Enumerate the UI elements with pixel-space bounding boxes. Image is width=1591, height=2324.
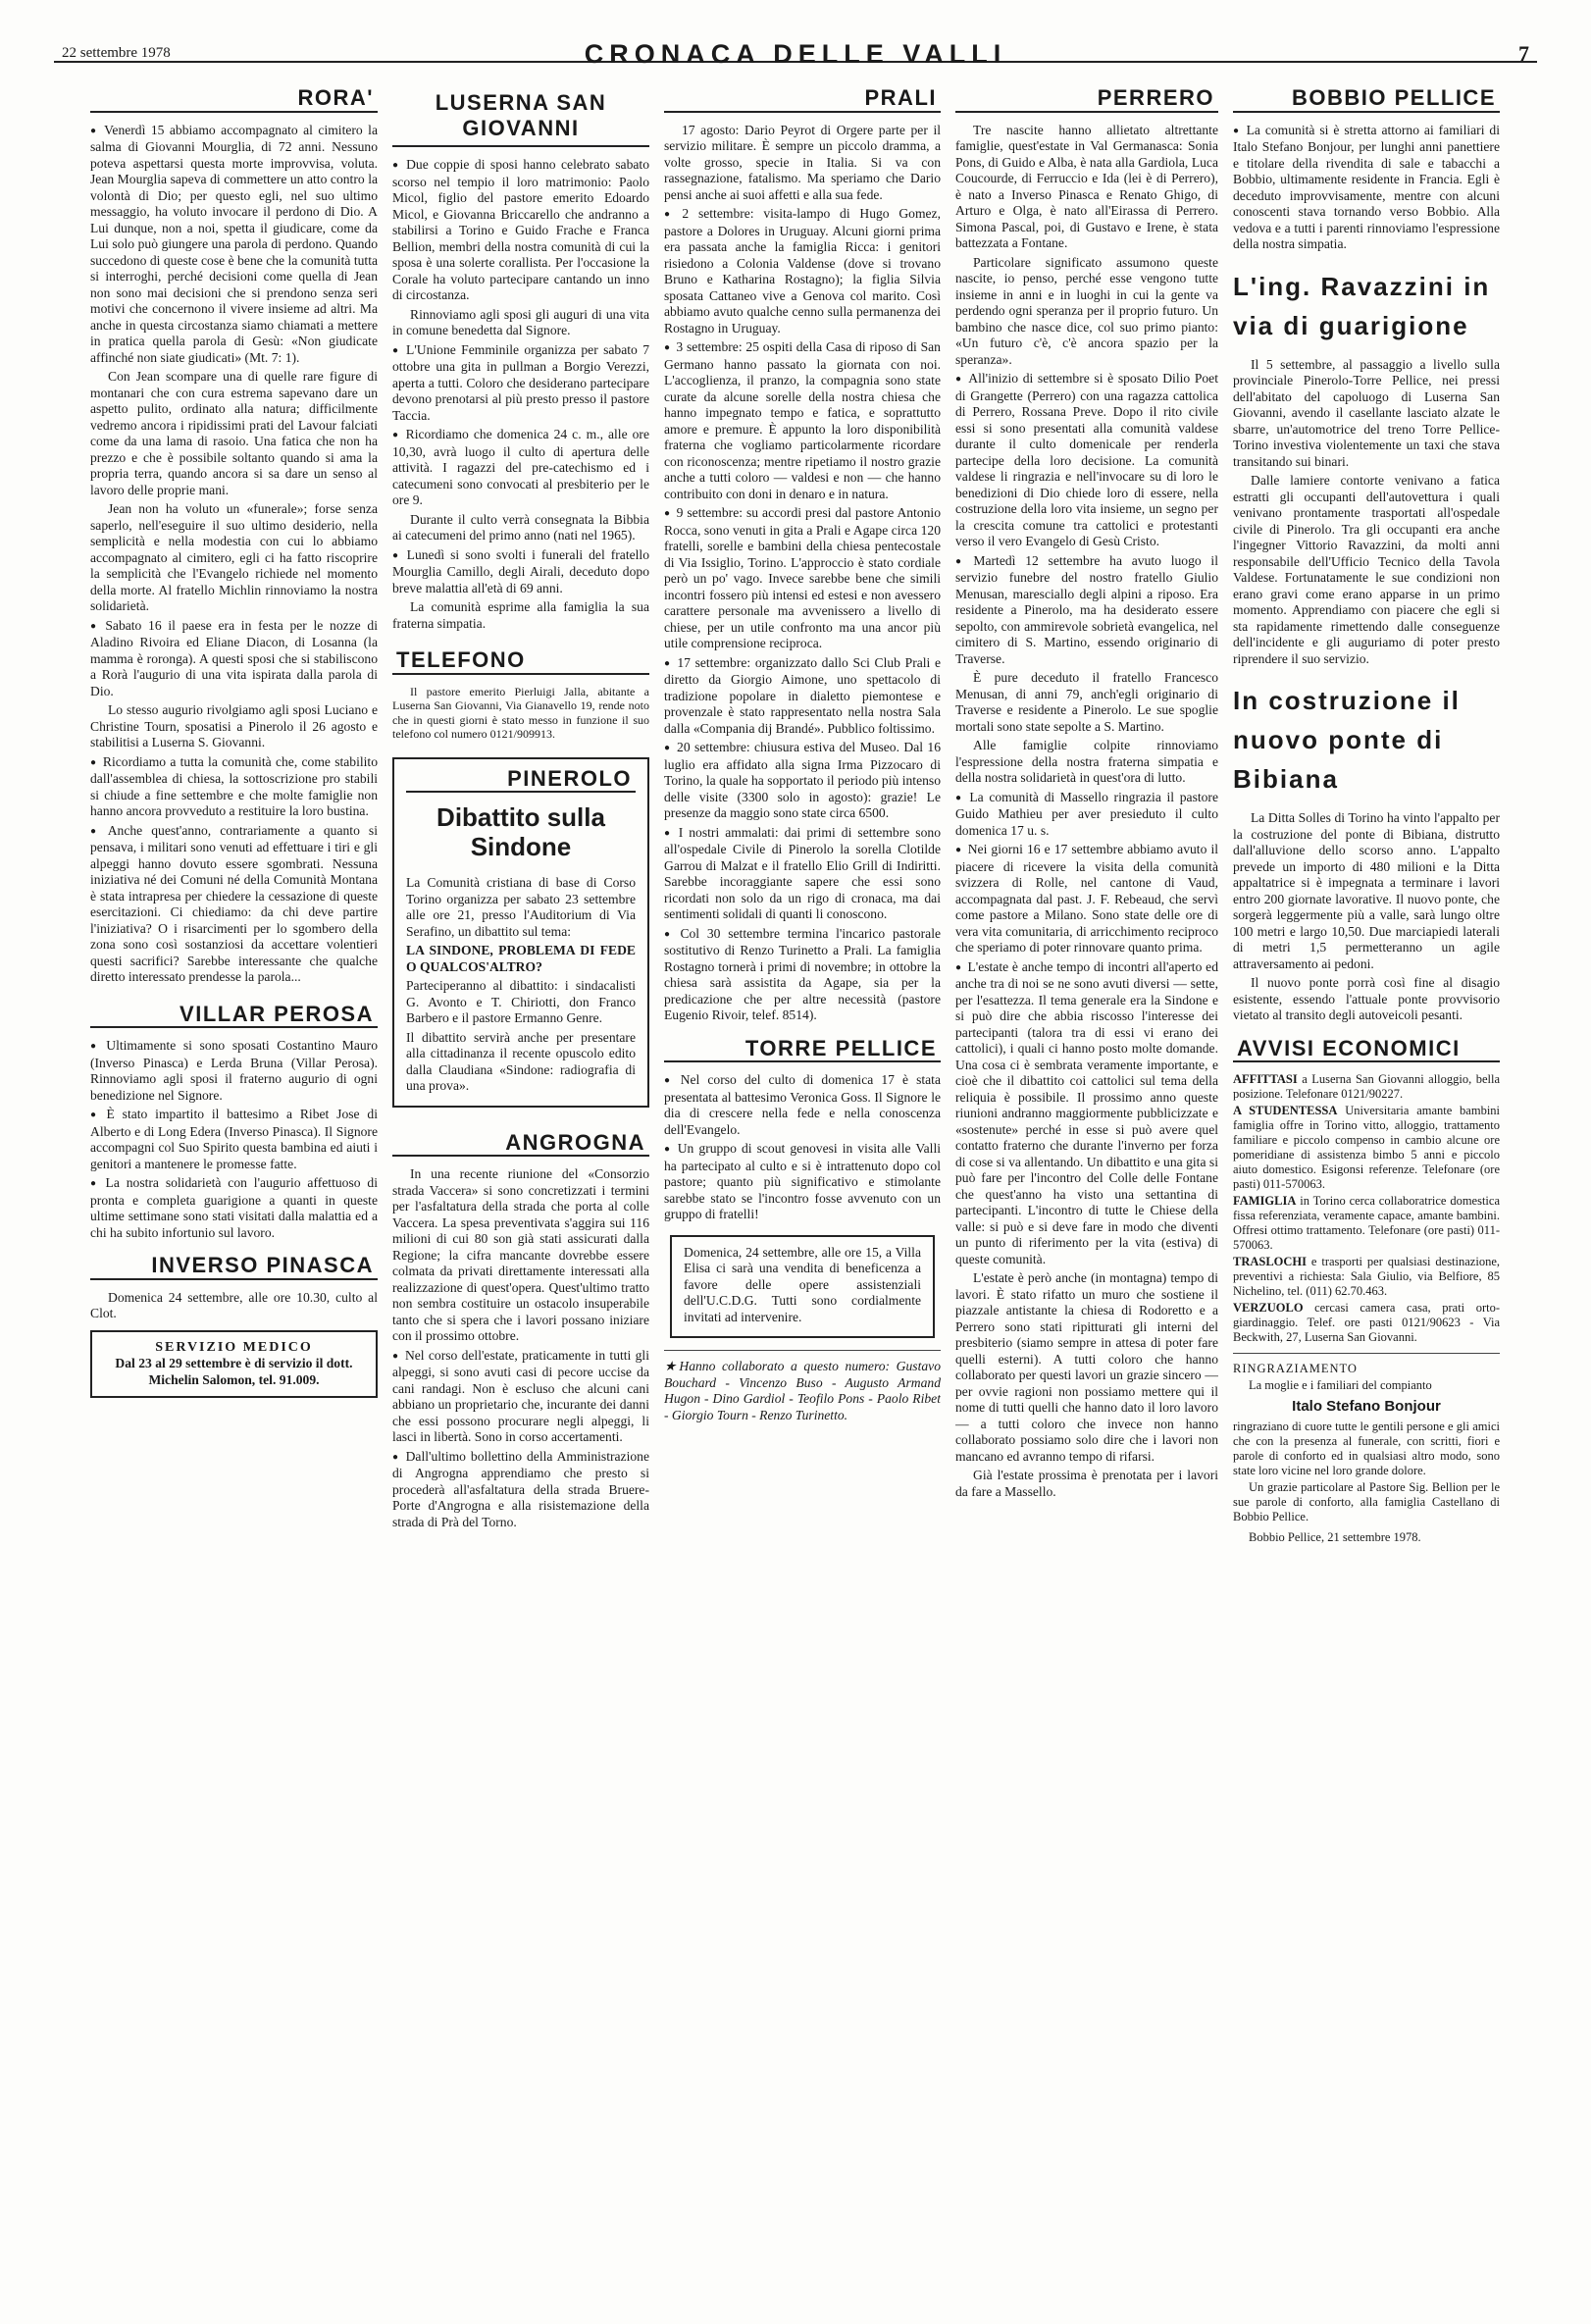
paragraph: ● 3 settembre: 25 ospiti della Casa di riposo di San Germano hanno passato la giornata con noi. L'accoglienza, il pranzo, la compagnia sono state curate da alcune sorelle della nostra chiesa che hanno impegnato tempo e fatica, e soprattutto amore e premure. È appunto la loro disponibilità fraterna che vogliamo particolarmente ricordare con riconoscenza; mentre ripetiamo il nostro grazie anche a tutti coloro — valdesi e non — che hanno contribuito con doni in denaro e in natura. — [664, 339, 941, 502]
paragraph: ● 9 settembre: su accordi presi dal pastore Antonio Rocca, sono venuti in gita a Prali e Agape circa 120 fratelli, sorelle e bambini della chiesa pentecostale di Via Issiglio, Torino. L'approccio è stato cordiale però un po' vago. Invece sarebbe bene che simili incontri fossero più intensi ed estesi e non avessero carattere personale ma avvenissero a livello di chiese, per un utile confronto ma una ancor più utile comprensione reciproca. — [664, 505, 941, 652]
heading-prali: PRALI — [664, 86, 941, 113]
paragraph: ● Lunedì si sono svolti i funerali del fratello Mourglia Camillo, degli Airali, deceduto dopo breve malattia all'età di 69 anni. — [392, 547, 649, 597]
paragraph: ● L'estate è anche tempo di incontri all'aperto ed anche tra di noi se ne sono avuti diversi — sette, per l'esattezza. Il tema generale era la Sindone e si può dire che abbia riscosso l'interesse dei partecipanti (talora tra di essi vi erano dei cattolici), i quali ci hanno posto molte domande. Una cosa ci è sembrata veramente importante, e cioè che il dibattito coi cattolici sul tema della reliquia è possibile. Il prossimo anno queste riunioni andranno maggiormente pubblicizzate e «sostenute» perché in esse si può avere quel contatto fraterno che durante l'inverno per forza di cose si va allentando. Un dibattito e una gita si può fare per l'incontro del Colle delle Fontane che quest'anno ha visto una settantina di partecipanti. L'incontro di tutte le Chiese della valle: si può e si deve fare in modo che diventi un punto di riferimento per la vita (estiva) di queste comunità. — [955, 959, 1218, 1268]
paragraph: L'estate è però anche (in montagna) tempo di lavori. È stato rifatto un muro che sostiene il piazzale antistante la chiesa di Rodoretto e a Perrero sono stati ripitturati gli interni del presbiterio (siamo sempre in attesa di poter fare quelli esterni). A tutti coloro che hanno collaborato per questi lavori un grazie sincero — per ovvie ragioni non possiamo mettere qui il nome di tutti quelli che hanno dato il loro lavoro — a tutti coloro che invece non hanno collaborato possiamo solo dire che i lavori non mancano ed avranno tempo di rifarsi. — [955, 1270, 1218, 1464]
paragraph: Particolare significato assumono queste nascite, io penso, perché esse vengono tutte insieme in anni e in luoghi in cui la gente va perdendo ogni speranza per il proprio futuro. Un bambino che nasce dice, col suo primo pianto: «Un futuro c'è, c'è ancora spazio per la speranza». — [955, 254, 1218, 367]
classified-ad: A STUDENTESSA Universitaria amante bambini famiglia offre in Torino vitto, alloggio, trattamento familiare e piccolo compenso in cambio alcune ore pomeridiane di assistenza bimbo 5 anni e piccolo aiuto domestico. Esigonsi referenze. Telefonare (ore pasti) 011-570063. — [1233, 1104, 1500, 1191]
ringraziamento-text: ringraziano di cuore tutte le gentili persone e gli amici che con la presenza al funerale, con scritti, fiori e parole di conforto ed in qualsiasi altro modo, sono state loro vicine nel loro grande dolore. — [1233, 1420, 1500, 1477]
heading-bobbio-pellice: BOBBIO PELLICE — [1233, 86, 1500, 113]
paragraph: Il dibattito servirà anche per presentare alla cittadinanza il recente opuscolo edito dalla Claudiana «Sindone: radiografia di una prova». — [406, 1029, 636, 1093]
paragraph: ● Martedì 12 settembre ha avuto luogo il servizio funebre del nostro fratello Giulio Menusan, maresciallo degli alpini a riposo. Era residente a Pinerolo, ma ha desiderato essere sepolto, con ammirevole sobrietà evangelica, nel cimitero di S. Martino, essendo originario di Traverse. — [955, 553, 1218, 668]
ringraziamento-name: Italo Stefano Bonjour — [1292, 1398, 1441, 1415]
classified-ad: FAMIGLIA in Torino cerca collaboratrice domestica fissa referenziata, veramente capace, amante bambini. Offresi ottimo trattamento. Telefonare (ore pasti) 011-570063. — [1233, 1194, 1500, 1252]
heading-rora: RORA' — [90, 86, 378, 113]
column-1 — [90, 86, 378, 2304]
paragraph: Già l'estate prossima è prenotata per i lavori da fare a Massello. — [955, 1468, 1218, 1499]
heading-pinerolo: PINEROLO — [406, 767, 636, 794]
paragraph: 17 agosto: Dario Peyrot di Orgere parte per il servizio militare. È sempre un piccolo dramma, a volte grosso, specie in Italia. Si va con rassegnazione, fatalismo. Ma speriamo che Dario pensi anche ai suoi affetti e alla sua fede. — [664, 122, 941, 202]
paragraph: ● Ricordiamo a tutta la comunità che, come stabilito dall'assemblea di chiesa, la sottoscrizione pro stabili si chiude a fine settembre e che molte famiglie non hanno ancora provveduto a restituire la loro bustina. — [90, 754, 378, 820]
paragraph: ● Ultimamente si sono sposati Costantino Mauro (Inverso Pinasca) e Lerda Bruna (Villar Perosa). Rinnoviamo agli sposi il fraterno augurio di ogni benedizione nel Signore. — [90, 1038, 378, 1104]
paragraph: Tre nascite hanno allietato altrettante famiglie, quest'estate in Val Germanasca: Sonia Pons, di Guido e Alba, è nata alla Gardiola, Luca Coucourde, di Ferruccio e Ida (lei è di Perrero), è nato a Inverso Pinasca e Renato Ghigo, di Arturo e Olga, è nato all'Eirassa di Perrero. Simona Pascal, poi, di Gustavo e Irene, è stata battezzata a Fontane. — [955, 122, 1218, 250]
column-2 — [392, 86, 649, 2304]
paragraph: ● Venerdì 15 abbiamo accompagnato al cimitero la salma di Giovanni Mourglia, di 72 anni. Nessuno poteva aspettarsi questa morte improvvisa, voluta. Jean Mourglia sapeva di commettere un atto contro la volontà di Dio; per questo egli, nel suo ultimo messaggio, ha voluto invocare il perdono di Dio. A Lui dunque, non a noi, spetta il giudicare, come da Lui solo può giungere una parola di perdono. Quando succedono di queste cose è bene che la comunità tutta si interroghi, perché decisioni come quella di Jean non sono mai decisioni che si prendono senza seri motivi che concernono il vivere insieme ad altri. Ma anche in questa circostanza siamo chiamati a mettere in pratica quella parola di Gesù: «Non giudicate affinché non siate giudicati» (Mt. 7: 1). — [90, 123, 378, 367]
heading-villar-perosa: VILLAR PEROSA — [90, 1003, 378, 1029]
box-title: SERVIZIO MEDICO — [155, 1339, 313, 1355]
classified-ads — [1233, 1072, 1500, 1345]
ringraziamento-intro: La moglie e i familiari del compianto — [1249, 1378, 1432, 1392]
paragraph: ● Sabato 16 il paese era in festa per le nozze di Aladino Rivoira ed Eliane Diacon, di Losanna (la mamma è roronga). A questi sposi che si stabiliscono a Rorà l'augurio di una vita ispirata dalla parola di Dio. — [90, 618, 378, 700]
paragraph: Lo stesso augurio rivolgiamo agli sposi Luciano e Christine Tourn, sposatisi a Pinerolo il 26 agosto e stabilitisi a Luserna S. Giovanni. — [90, 702, 378, 749]
ringraziamento-text: Un grazie particolare al Pastore Sig. Bellion per le sue parole di conforto, alla famiglia Castellano di Bobbio Pellice. — [1233, 1480, 1500, 1524]
paragraph: ● È stato impartito il battesimo a Ribet Jose di Alberto e di Long Edera (Inverso Pinasca). Il Signore accompagni col Suo Spirito questa bambina ed aiuti i genitori a mantenere le promesse fatte. — [90, 1107, 378, 1172]
paragraph: Con Jean scompare una di quelle rare figure di montanari che con cura estrema sapevano dare un aspetto pulito, ordinato alla natura; difficilmente vedremo ancora i ripidissimi prati del Lavour falciati come da una lama di rasoio. Una fatica che non ha prezzo e che è possibile soltanto quando si ama la propria terra, quando ancora si sa dare un senso al lavoro delle proprie mani. — [90, 369, 378, 497]
servizio-medico-box — [90, 1330, 378, 1399]
masthead — [54, 18, 1537, 69]
paragraph: ● Un gruppo di scout genovesi in visita alle Valli ha partecipato al culto e si è intrattenuto dopo col pastore; quanto più significativo e stimolante sarebbe stato se l'incontro fosse avvenuto con un gruppo di fratelli! — [664, 1141, 941, 1223]
ringraziamento — [1233, 1362, 1500, 1545]
column-4 — [955, 86, 1218, 2304]
pinerolo-box — [392, 757, 649, 1108]
paragraph: ● Nei giorni 16 e 17 settembre abbiamo avuto il piacere di ricevere la visita della comunità svizzera di Rolle, nel cantone di Vaud, accompagnata dal past. J. F. Rebeaud, che servì come pastore a Milano. Sono state delle ore di vera vita comunitaria, di arricchimento reciproco che speriamo di poter rinnovare quanto prima. — [955, 842, 1218, 956]
heading-torre-pellice: TORRE PELLICE — [664, 1037, 941, 1063]
dibattito-headline: Dibattito sulla Sindone — [436, 802, 605, 861]
vendita-beneficenza-box — [670, 1235, 935, 1339]
paragraph: ● La comunità di Massello ringrazia il pastore Guido Mathieu per aver presieduto il culto domenica 17 u. s. — [955, 790, 1218, 840]
paragraph: ● Due coppie di sposi hanno celebrato sabato scorso nel tempio il loro matrimonio: Paolo Micol, figlio del pastore emerito Edoardo Micol, e Giovanna Briccarello che andranno a stabilirsi a Torino e Guido Frache e Franca Bellion, membri della nostra comunità di cui la sposa è una solerte corallista. Per l'occasione la Corale ha voluto partecipare cantando un inno di circostanza. — [392, 157, 649, 304]
paragraph: ● L'Unione Femminile organizza per sabato 7 ottobre una gita in pullman a Borgio Verezzi, aperta a tutti. Coloro che desiderano partecipare devono prenotarsi al più presto presso il pastore Taccia. — [392, 342, 649, 425]
paragraph: ● La nostra solidarietà con l'augurio affettuoso di pronta e completa guarigione a quanti in queste ultime settimane sono stati visitati dalla malattia ed a chi ha subito infortunio sul lavoro. — [90, 1175, 378, 1241]
heading-perrero: PERRERO — [955, 86, 1218, 113]
paragraph: ● La comunità si è stretta attorno ai familiari di Italo Stefano Bonjour, per lunghi anni panettiere e titolare della rivendita di sale e tabacchi a Bobbio, ultimamente residente in Francia. Egli è deceduto improvvisamente, mentre con alcuni conoscenti stava tornando verso Bobbio. Alla vedova e a tutti i parenti rinnoviamo l'espressione della nostra simpatia. — [1233, 123, 1500, 253]
paragraph: ● 17 settembre: organizzato dallo Sci Club Prali e diretto da Giorgio Aimone, uno spettacolo di tradizione popolare in dialetto piemontese e provenzale è stato rappresentato nella nostra Sala dalla «Compania dij Brandé». Pubblico foltissimo. — [664, 655, 941, 738]
ravazzini-headline: L'ing. Ravazzini in via di guarigione — [1233, 271, 1491, 340]
paragraph: In una recente riunione del «Consorzio strada Vaccera» si sono concretizzati i termini per l'asfaltatura della strada che porta al colle Vaccera. La spesa preventivata s'aggira sui 116 milioni di cui 80 son già stati assicurati dalla Regione; la cifra mancante dovrebbe essere colmata da privati direttamente interessati alla realizzazione di quest'opera. Quest'ultimo tratto non sembra costituire un ostacolo insuperabile tanto che si spera che i lavori possano iniziare con il prossimo ottobre. — [392, 1166, 649, 1343]
paragraph: Il nuovo ponte porrà così fine al disagio esistente, essendo l'attuale ponte provvisorio vietato al transito degli autoveicoli pesanti. — [1233, 975, 1500, 1022]
paragraph: La comunità esprime alla famiglia la sua fraterna simpatia. — [392, 599, 649, 631]
paragraph: È pure deceduto il fratello Francesco Menusan, di anni 79, anch'egli originario di Traverse e residente a Pinerolo. Le sue spoglie mortali sono state sepolte a S. Martino. — [955, 670, 1218, 734]
collaboratori-note: ★ Hanno collaborato a questo numero: Gustavo Bouchard - Vincenzo Buso - Augusto Armand Hugon - Dino Gardiol - Teofilo Pons - Paolo Ribet - Giorgio Tourn - Renzo Turinetto. — [664, 1359, 941, 1423]
paragraph: ● Dall'ultimo bollettino della Amministrazione di Angrogna apprendiamo che presto si procederà all'asfaltatura della strada Bruere-Porte d'Angrogna e alla risistemazione della strada di Prà del Torno. — [392, 1449, 649, 1531]
paragraph: LA SINDONE, PROBLEMA DI FEDE O QUALCOS'ALTRO? — [406, 943, 636, 974]
newspaper-section-title: CRONACA DELLE VALLI — [584, 39, 1007, 69]
paragraph: ● Nel corso del culto di domenica 17 è stata presentata al battesimo Veronica Goss. Il Signore le dia di crescere nella fede e nella conoscenza dell'Evangelo. — [664, 1072, 941, 1138]
divider — [1233, 1353, 1500, 1354]
bibiana-headline: In costruzione il nuovo ponte di Bibiana — [1233, 686, 1461, 794]
column-5 — [1233, 86, 1500, 2304]
box-text: Domenica, 24 settembre, alle ore 15, a Villa Elisa ci sarà una vendita di beneficenza a favore delle opere assistenziali dell'U.C.D.G. Tutti sono cordialmente invitati ad intervenire. — [684, 1244, 921, 1324]
paragraph: ● Col 30 settembre termina l'incarico pastorale sostitutivo di Renzo Turinetto a Prali. La famiglia Rostagno tornerà i primi di novembre; in ottobre la chiesa sarà assistita da Agape, sia per la predicazione che per altre necessità (pastore Eugenio Rivoir, telef. 8514). — [664, 926, 941, 1024]
heading-angrogna: ANGROGNA — [392, 1131, 649, 1158]
classified-ad: TRASLOCHI e trasporti per qualsiasi destinazione, preventivi a richiesta: Sala Giulio, via Belfiore, 85 Nichelino, tel. (011) 62.70.463. — [1233, 1255, 1500, 1298]
ringraziamento-signature: Bobbio Pellice, 21 settembre 1978. — [1249, 1530, 1421, 1544]
paragraph: Rinnoviamo agli sposi gli auguri di una vita in comune benedetta dal Signore. — [392, 306, 649, 337]
classified-ad: VERZUOLO cercasi camera casa, prati orto-giardinaggio. Telef. ore pasti 0121/90623 - Via Beckwith, 27, Luserna San Giovanni. — [1233, 1301, 1500, 1344]
ringraziamento-title: RINGRAZIAMENTO — [1233, 1362, 1358, 1375]
column-3 — [664, 86, 941, 2304]
divider — [664, 1350, 941, 1351]
heading-inverso-pinasca: INVERSO PINASCA — [90, 1254, 378, 1280]
paragraph: Durante il culto verrà consegnata la Bibbia ai catecumeni del primo anno (nati nel 1965). — [392, 511, 649, 542]
paragraph: ● Ricordiamo che domenica 24 c. m., alle ore 10,30, avrà luogo il culto di apertura delle attività. I ragazzi del pre-catechismo ed i catecumeni sono convocati al presbiterio per le ore 9. — [392, 427, 649, 509]
paragraph: ● 2 settembre: visita-lampo di Hugo Gomez, pastore a Dolores in Uruguay. Alcuni giorni prima era passata anche la famiglia Ricca: i genitori risiedono a Colonia Valdense (dove si trovano Bruno e Katharina Rostagno); la figlia Silvia sposata Cattaneo vive a Genova col marito. Così abbiamo avuto qualche cenno sulla permanenza dei Rostagno in Uruguay. — [664, 206, 941, 336]
paragraph: Parteciperanno al dibattito: i sindacalisti G. Avonto e T. Chiriotti, don Franco Barbero e il pastore Ermanno Genre. — [406, 978, 636, 1025]
paragraph: Il pastore emerito Pierluigi Jalla, abitante a Luserna San Giovanni, Via Gianavello 19, rende noto che in questi giorni è stato messo in funzione il suo telefono col numero 0121/909913. — [392, 684, 649, 741]
paragraph: ● Anche quest'anno, contrariamente a quanto si pensava, i militari sono venuti ad effettuare i tiri e gli alpeggi hanno dovuto essere sgombrati. Nessuna iniziativa né dei Comuni né della Comunità Montana è stata intrapresa per chiedere la cessazione di queste esercitazioni. Ci chiediamo: da chi deve partire l'iniziativa? O i risarcimenti per lo sgombero della zona sono così sostanziosi da accettare volentieri questi sacrifici? Sarebbe interessante che qualche diretto interessato prendesse la parola... — [90, 823, 378, 986]
heading-luserna: LUSERNA SAN GIOVANNI — [392, 86, 649, 147]
issue-date: 22 settembre 1978 — [62, 45, 171, 61]
page-number: 7 — [1518, 41, 1529, 66]
paragraph: Domenica 24 settembre, alle ore 10.30, culto al Clot. — [90, 1289, 378, 1320]
paragraph: La Comunità cristiana di base di Corso Torino organizza per sabato 23 settembre alle ore 21, presso l'Auditorium di Via Serafino, un dibattito sul tema: — [406, 875, 636, 939]
paragraph: Alle famiglie colpite rinnoviamo l'espressione della nostra fraterna simpatia e della nostra solidarietà in quest'ora di lutto. — [955, 738, 1218, 785]
paragraph: Jean non ha voluto un «funerale»; forse senza saperlo, nell'eseguire il suo ultimo desiderio, nella semplicità e nella modestia con cui lo abbiamo accompagnato al cimitero, egli ci ha fatto riscoprire la semplicità che l'Evangelo richiede nel momento della morte. Al fratello Michlin rinnoviamo la nostra solidarietà. — [90, 501, 378, 613]
paragraph: Il 5 settembre, al passaggio a livello sulla provinciale Pinerolo-Torre Pellice, nei pressi dell'abitato del capoluogo di Luserna San Giovanni, avendo il casellante lasciato alzate le sbarre, un'automotrice del treno Torre Pellice-Torino investiva violentemente un taxi che stava transitando sui binari. — [1233, 356, 1500, 469]
paragraph: La Ditta Solles di Torino ha vinto l'appalto per la costruzione del ponte di Bibiana, distrutto dall'alluvione dello scorso anno. L'appalto prevede un importo di 480 milioni e la Ditta appaltatrice si è impegnata a terminare i lavori entro 200 giornate lavorative. Il nuovo ponte, che sorgerà leggermente più a valle, sarà lungo oltre 100 metri e largo 10,50. Due marciapiedi laterali di metri 1,5 permetteranno un agile attraversamento ai pedoni. — [1233, 810, 1500, 971]
paragraph: ● 20 settembre: chiusura estiva del Museo. Dal 16 luglio era affidato alla signa Irma Pizzocaro di Torino, la quale ha sopportato il periodo più intenso delle visite (3300 solo in agosto): grazie! Le presenze da maggio sono state circa 6500. — [664, 740, 941, 822]
paragraph: Dalle lamiere contorte venivano a fatica estratti gli occupanti dell'autovettura i quali venivano prontamente trasportati all'ospedale civile di Pinerolo. Tra gli occupanti era anche l'ingegner Vittorio Ravazzini, da molti anni responsabile dell'Ufficio Tecnico della Tavola Valdese. Fortunatamente le sue condizioni non erano gravi come erano apparse in un primo momento. Apprendiamo con piacere che egli si sta rapidamente rimettendo dalle conseguenze dell'incidente e gli auguriamo di poter presto riprendere il suo servizio. — [1233, 473, 1500, 666]
heading-telefono: TELEFONO — [392, 648, 649, 675]
classified-ad: AFFITTASI a Luserna San Giovanni alloggio, bella posizione. Telefonare 0121/90227. — [1233, 1072, 1500, 1101]
paragraph: ● Nel corso dell'estate, praticamente in tutti gli alpeggi, si sono avuti casi di pecore uccise da cani randagi. Non è escluso che alcuni cani abbiano un proprietario che, incurante dei danni che essi possono procurare negli alpeggi, li lasci in libertà. Sono in corso accertamenti. — [392, 1348, 649, 1446]
paragraph: ● I nostri ammalati: dai primi di settembre sono all'ospedale Civile di Pinerolo la sorella Clotilde Garrou di Malzat e il fratello Elio Grill di Indiritti. Sarebbe incoraggiante sapere che essi sono ricordati non solo da un rigo di cronaca, ma dai sentimenti solidali di quanti li conoscono. — [664, 825, 941, 923]
box-text: Dal 23 al 29 settembre è di servizio il dott. Michelin Salomon, tel. 91.009. — [115, 1356, 353, 1387]
heading-avvisi-economici: AVVISI ECONOMICI — [1233, 1037, 1500, 1063]
paragraph: ● All'inizio di settembre si è sposato Dilio Poet di Grangette (Perrero) con una ragazza cattolica di Perrero, Rossana Preve. Dopo il rito civile essi si sono presentati alla comunità valdese durante il culto domenicale per renderla partecipe della loro decisione. La comunità valdese li ringrazia e nell'invocare su di loro le benedizioni di Dio chiede loro di essere, nella costruzione della loro vita insieme, un segno per la crescita comune tra cattolici e protestanti verso il vero Evangelo di Gesù Cristo. — [955, 371, 1218, 550]
